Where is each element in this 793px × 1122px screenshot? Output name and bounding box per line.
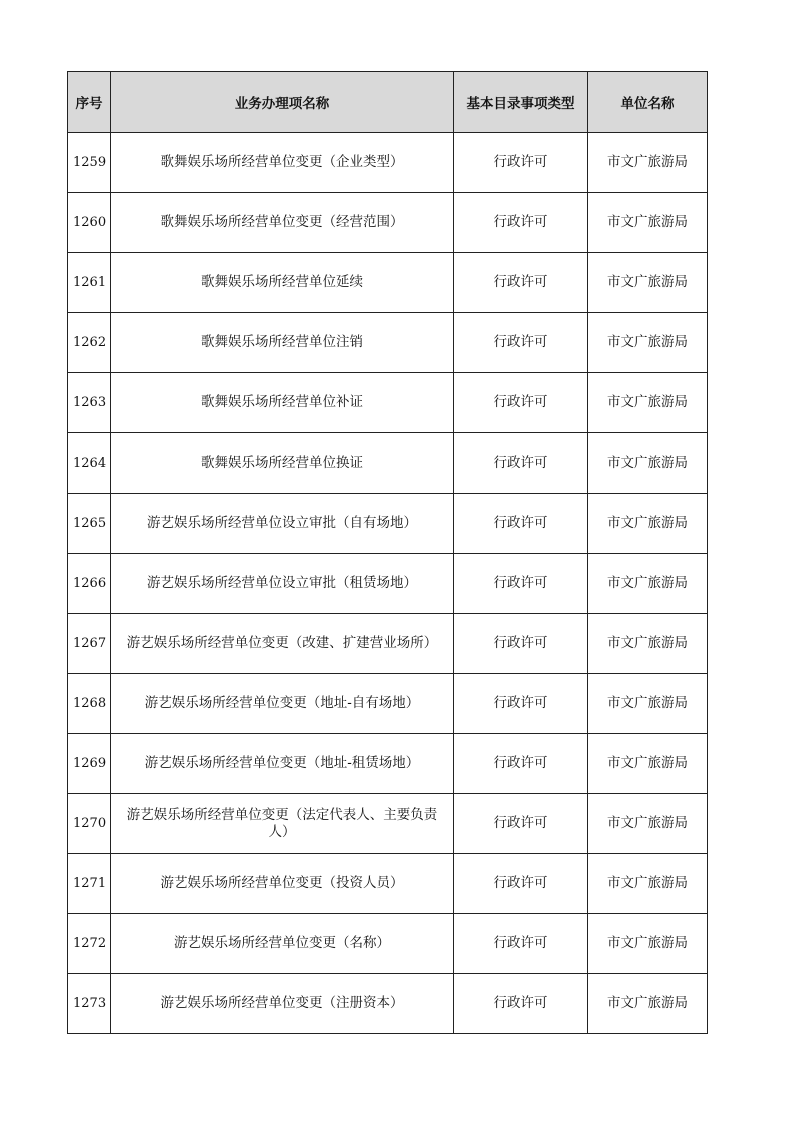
row-unit-name: 市文广旅游局	[588, 613, 708, 673]
row-item-type: 行政许可	[454, 794, 588, 854]
row-item-name: 游艺娱乐场所经营单位设立审批（租赁场地）	[111, 553, 454, 613]
row-item-type: 行政许可	[454, 914, 588, 974]
row-item-name: 歌舞娱乐场所经营单位注销	[111, 313, 454, 373]
row-item-name: 游艺娱乐场所经营单位变更（改建、扩建营业场所）	[111, 613, 454, 673]
table-row	[68, 253, 708, 313]
row-item-name: 歌舞娱乐场所经营单位变更（经营范围）	[111, 193, 454, 253]
row-seq: 1270	[68, 794, 111, 854]
row-seq: 1264	[68, 433, 111, 493]
table-row	[68, 313, 708, 373]
row-item-name: 游艺娱乐场所经营单位设立审批（自有场地）	[111, 493, 454, 553]
row-seq: 1259	[68, 133, 111, 193]
table-row	[68, 373, 708, 433]
row-unit-name: 市文广旅游局	[588, 133, 708, 193]
row-item-name: 游艺娱乐场所经营单位变更（投资人员）	[111, 854, 454, 914]
row-item-type: 行政许可	[454, 854, 588, 914]
row-item-type: 行政许可	[454, 553, 588, 613]
row-item-type: 行政许可	[454, 673, 588, 733]
table-row	[68, 914, 708, 974]
row-item-name: 游艺娱乐场所经营单位变更（名称）	[111, 914, 454, 974]
table-row	[68, 553, 708, 613]
row-item-name: 歌舞娱乐场所经营单位延续	[111, 253, 454, 313]
table-row	[68, 673, 708, 733]
row-item-type: 行政许可	[454, 133, 588, 193]
row-seq: 1269	[68, 733, 111, 793]
table-header-row	[68, 72, 708, 133]
row-item-name: 歌舞娱乐场所经营单位换证	[111, 433, 454, 493]
row-seq: 1263	[68, 373, 111, 433]
row-item-type: 行政许可	[454, 253, 588, 313]
row-unit-name: 市文广旅游局	[588, 914, 708, 974]
row-unit-name: 市文广旅游局	[588, 794, 708, 854]
row-unit-name: 市文广旅游局	[588, 553, 708, 613]
row-seq: 1273	[68, 974, 111, 1034]
row-unit-name: 市文广旅游局	[588, 193, 708, 253]
row-unit-name: 市文广旅游局	[588, 673, 708, 733]
row-item-type: 行政许可	[454, 613, 588, 673]
row-item-name: 游艺娱乐场所经营单位变更（地址-自有场地）	[111, 673, 454, 733]
row-item-type: 行政许可	[454, 373, 588, 433]
row-seq: 1266	[68, 553, 111, 613]
row-unit-name: 市文广旅游局	[588, 433, 708, 493]
row-unit-name: 市文广旅游局	[588, 253, 708, 313]
row-seq: 1262	[68, 313, 111, 373]
table-row	[68, 133, 708, 193]
row-item-type: 行政许可	[454, 733, 588, 793]
table-row	[68, 493, 708, 553]
header-name: 业务办理项名称	[111, 72, 454, 133]
row-item-type: 行政许可	[454, 433, 588, 493]
row-seq: 1268	[68, 673, 111, 733]
row-item-name: 游艺娱乐场所经营单位变更（注册资本）	[111, 974, 454, 1034]
header-type: 基本目录事项类型	[454, 72, 588, 133]
table-row	[68, 854, 708, 914]
row-item-type: 行政许可	[454, 193, 588, 253]
row-item-name: 歌舞娱乐场所经营单位变更（企业类型）	[111, 133, 454, 193]
row-seq: 1261	[68, 253, 111, 313]
business-items-table	[67, 71, 708, 1034]
row-seq: 1267	[68, 613, 111, 673]
row-unit-name: 市文广旅游局	[588, 313, 708, 373]
row-seq: 1265	[68, 493, 111, 553]
header-unit: 单位名称	[588, 72, 708, 133]
row-unit-name: 市文广旅游局	[588, 974, 708, 1034]
row-seq: 1260	[68, 193, 111, 253]
table-row	[68, 193, 708, 253]
row-unit-name: 市文广旅游局	[588, 493, 708, 553]
row-item-name: 歌舞娱乐场所经营单位补证	[111, 373, 454, 433]
row-unit-name: 市文广旅游局	[588, 373, 708, 433]
row-item-name: 游艺娱乐场所经营单位变更（地址-租赁场地）	[111, 733, 454, 793]
row-seq: 1272	[68, 914, 111, 974]
row-item-type: 行政许可	[454, 493, 588, 553]
table-row	[68, 974, 708, 1034]
header-seq: 序号	[68, 72, 111, 133]
table-row	[68, 794, 708, 854]
row-seq: 1271	[68, 854, 111, 914]
row-item-name: 游艺娱乐场所经营单位变更（法定代表人、主要负责人）	[111, 794, 454, 854]
row-item-type: 行政许可	[454, 313, 588, 373]
row-unit-name: 市文广旅游局	[588, 733, 708, 793]
table-row	[68, 613, 708, 673]
table-row	[68, 733, 708, 793]
row-unit-name: 市文广旅游局	[588, 854, 708, 914]
table-row	[68, 433, 708, 493]
row-item-type: 行政许可	[454, 974, 588, 1034]
